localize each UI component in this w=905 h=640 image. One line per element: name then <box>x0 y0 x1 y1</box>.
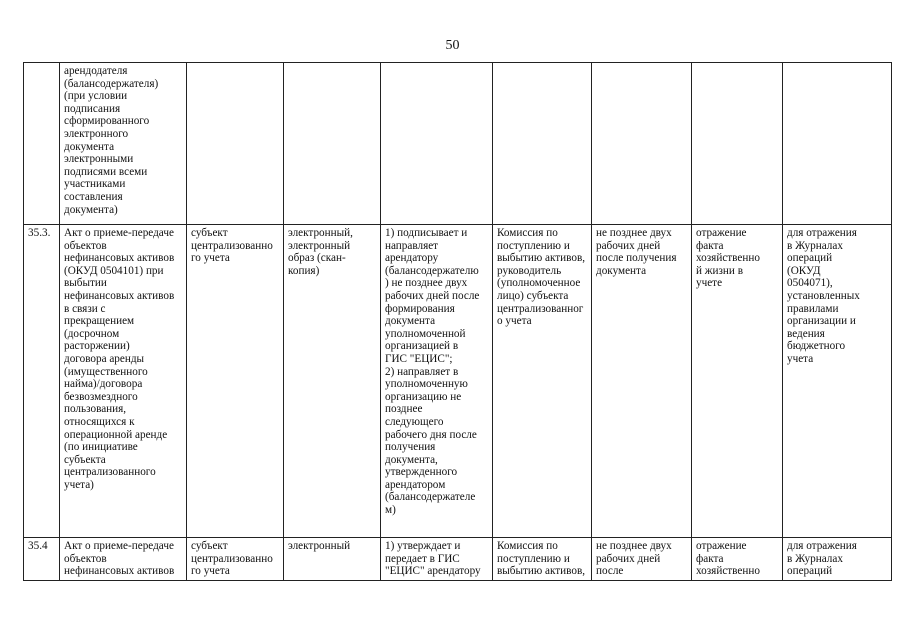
creator-cell: субъект централизованно го учета <box>187 538 284 581</box>
form-cell: электронный, электронный образ (скан- копия) <box>284 225 381 538</box>
actions-cell: 1) подписывает и направляет арендатору (балансодержателю ) не позднее двух рабочих дней после формирования документа уполномоченной организацией в ГИС "ЕЦИС"; 2) направляет в уполномоченную организацию не позднее следующего рабочего дня после получения документа, утвержденного арендатором (балансодержателе м) <box>381 225 493 538</box>
document-name-cell: Акт о приеме-передаче объектов нефинансовых активов (ОКУД 0504101) при выбытии нефинансовых активов в связи с прекращением (досрочном расторжении) договора аренды (имущественного найма)/договора безвозмездного пользования, относящихся к операционной аренде (по инициативе субъекта централизованного учета) <box>60 225 187 538</box>
document-name-cell: арендодателя (балансодержателя) (при условии подписания сформированного электронного документа электронными подписями всеми участниками составления документа) <box>60 63 187 225</box>
row-number-cell: 35.3. <box>24 225 60 538</box>
row-number-cell <box>24 63 60 225</box>
table-row <box>24 63 892 225</box>
deadline-cell: не позднее двух рабочих дней после получения документа <box>592 225 692 538</box>
deadline-cell: не позднее двух рабочих дней после <box>592 538 692 581</box>
signer-cell <box>493 63 592 225</box>
document-table <box>23 62 892 581</box>
purpose-cell: отражение факта хозяйственно <box>692 538 783 581</box>
usage-cell <box>783 63 892 225</box>
actions-cell <box>381 63 493 225</box>
form-cell <box>284 63 381 225</box>
actions-cell: 1) утверждает и передает в ГИС "ЕЦИС" арендатору <box>381 538 493 581</box>
form-cell: электронный <box>284 538 381 581</box>
document-name-cell: Акт о приеме-передаче объектов нефинансовых активов <box>60 538 187 581</box>
table-row <box>24 225 892 538</box>
deadline-cell <box>592 63 692 225</box>
usage-cell: для отражения в Журналах операций <box>783 538 892 581</box>
page-number: 50 <box>445 38 460 53</box>
table-row <box>24 538 892 581</box>
creator-cell: субъект централизованно го учета <box>187 225 284 538</box>
usage-cell: для отражения в Журналах операций (ОКУД 0504071), установленных правилами организации и ведения бюджетного учета <box>783 225 892 538</box>
signer-cell: Комиссия по поступлению и выбытию активов, <box>493 538 592 581</box>
creator-cell <box>187 63 284 225</box>
row-number-cell: 35.4 <box>24 538 60 581</box>
signer-cell: Комиссия по поступлению и выбытию активов, руководитель (уполномоченное лицо) субъекта централизованног о учета <box>493 225 592 538</box>
purpose-cell <box>692 63 783 225</box>
purpose-cell: отражение факта хозяйственно й жизни в учете <box>692 225 783 538</box>
